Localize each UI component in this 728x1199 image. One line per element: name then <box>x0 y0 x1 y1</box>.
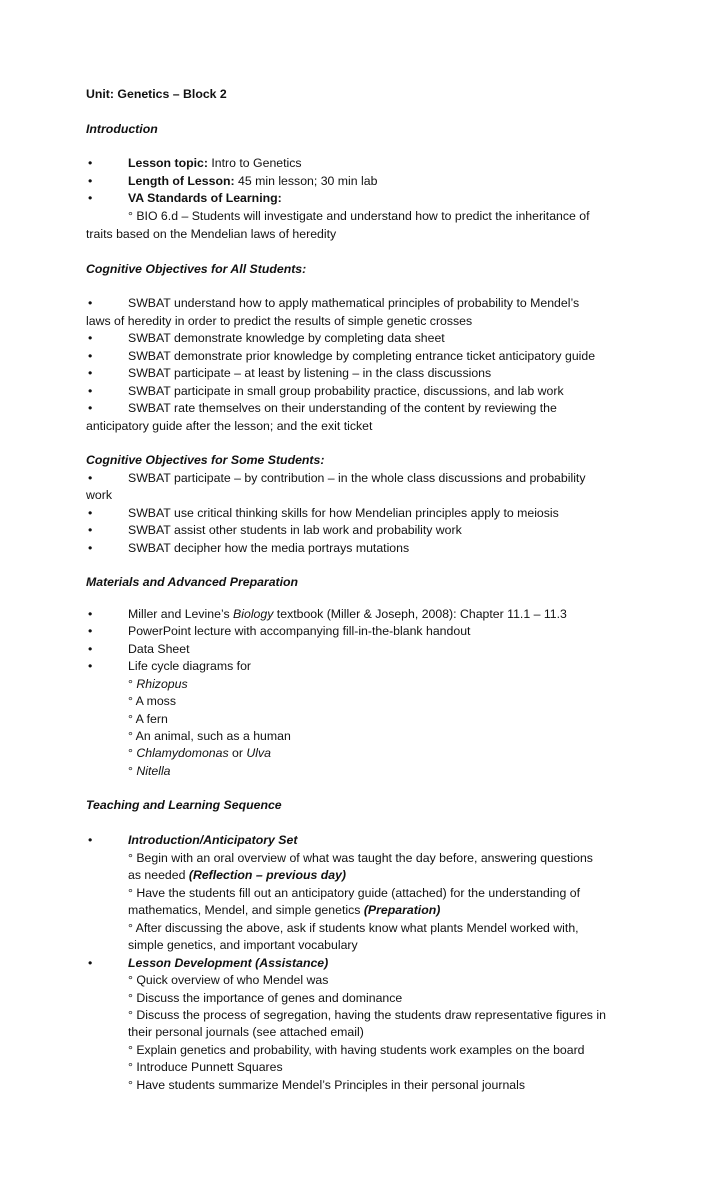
bullet: • <box>88 156 93 170</box>
bullet: • <box>88 541 93 555</box>
sol-text: ° BIO 6.d – Students will investigate and understand how to predict the inheritance of <box>128 209 590 223</box>
unit-title: Unit: Genetics – Block 2 <box>86 87 227 101</box>
sequence-step: ° Begin with an oral overview of what was taught the day before, answering questions <box>128 851 593 865</box>
sol-text-cont: traits based on the Mendelian laws of heredity <box>86 227 337 241</box>
sequence-step-cont: as needed (Reflection – previous day) <box>128 868 347 882</box>
sequence-step-cont: mathematics, Mendel, and simple genetics (Preparation) <box>128 903 441 917</box>
bullet: • <box>88 624 93 638</box>
sequence-step: ° Discuss the process of segregation, having the students draw representative figures in <box>128 1008 606 1022</box>
objective-item: SWBAT understand how to apply mathematical principles of probability to Mendel’s <box>128 296 580 310</box>
intro-set-title: Introduction/Anticipatory Set <box>128 833 298 847</box>
sol-label: VA Standards of Learning: <box>128 191 282 205</box>
sequence-step: ° Introduce Punnett Squares <box>128 1060 283 1074</box>
bullet: • <box>88 401 93 415</box>
bullet: • <box>88 331 93 345</box>
objective-item: SWBAT participate in small group probability practice, discussions, and lab work <box>128 384 564 398</box>
objective-item: SWBAT demonstrate prior knowledge by completing entrance ticket anticipatory guide <box>128 349 596 363</box>
sequence-step-cont: simple genetics, and important vocabulary <box>128 938 358 952</box>
diagram-item: ° A fern <box>128 712 168 726</box>
lesson-topic: Lesson topic: Intro to Genetics <box>128 156 302 170</box>
bullet: • <box>88 174 93 188</box>
bullet: • <box>88 506 93 520</box>
objective-item-cont: work <box>86 488 112 502</box>
bullet: • <box>88 642 93 656</box>
objective-item: SWBAT decipher how the media portrays mutations <box>128 541 410 555</box>
sequence-heading: Teaching and Learning Sequence <box>86 798 282 812</box>
bullet: • <box>88 956 93 970</box>
introduction-heading: Introduction <box>86 122 158 136</box>
bullet: • <box>88 384 93 398</box>
bullet: • <box>88 366 93 380</box>
bullet: • <box>88 296 93 310</box>
objective-item: SWBAT demonstrate knowledge by completing data sheet <box>128 331 445 345</box>
bullet: • <box>88 349 93 363</box>
diagram-item: ° A moss <box>128 694 176 708</box>
sequence-step: ° Have students summarize Mendel’s Principles in their personal journals <box>128 1078 526 1092</box>
material-item: Data Sheet <box>128 642 190 656</box>
all-students-heading: Cognitive Objectives for All Students: <box>86 262 307 276</box>
objective-item: SWBAT assist other students in lab work and probability work <box>128 523 462 537</box>
bullet: • <box>88 833 93 847</box>
sequence-step: ° Quick overview of who Mendel was <box>128 973 329 987</box>
objective-item: SWBAT use critical thinking skills for how Mendelian principles apply to meiosis <box>128 506 559 520</box>
material-item: PowerPoint lecture with accompanying fill-in-the-blank handout <box>128 624 471 638</box>
diagram-item: ° An animal, such as a human <box>128 729 291 743</box>
objective-item-cont: laws of heredity in order to predict the results of simple genetic crosses <box>86 314 473 328</box>
sequence-step: ° Discuss the importance of genes and dominance <box>128 991 403 1005</box>
some-students-heading: Cognitive Objectives for Some Students: <box>86 453 325 467</box>
bullet: • <box>88 471 93 485</box>
material-item: Life cycle diagrams for <box>128 659 252 673</box>
bullet: • <box>88 523 93 537</box>
diagram-item: ° Nitella <box>128 764 171 778</box>
bullet: • <box>88 191 93 205</box>
diagram-item: ° Chlamydomonas or Ulva <box>128 746 272 760</box>
diagram-item: ° Rhizopus <box>128 677 188 691</box>
materials-heading: Materials and Advanced Preparation <box>86 575 299 589</box>
sequence-step: ° After discussing the above, ask if students know what plants Mendel worked with, <box>128 921 579 935</box>
objective-item: SWBAT participate – at least by listening – in the class discussions <box>128 366 492 380</box>
objective-item-cont: anticipatory guide after the lesson; and the exit ticket <box>86 419 373 433</box>
objective-item: SWBAT rate themselves on their understanding of the content by reviewing the <box>128 401 557 415</box>
bullet: • <box>88 659 93 673</box>
lesson-development-title: Lesson Development (Assistance) <box>128 956 329 970</box>
material-item: Miller and Levine’s Biology textbook (Miller & Joseph, 2008): Chapter 11.1 – 11.3 <box>128 607 567 621</box>
bullet: • <box>88 607 93 621</box>
lesson-length: Length of Lesson: 45 min lesson; 30 min lab <box>128 174 378 188</box>
sequence-step: ° Have the students fill out an anticipatory guide (attached) for the understanding of <box>128 886 580 900</box>
sequence-step: ° Explain genetics and probability, with having students work examples on the board <box>128 1043 585 1057</box>
objective-item: SWBAT participate – by contribution – in the whole class discussions and probability <box>128 471 586 485</box>
sequence-step-cont: their personal journals (see attached email) <box>128 1025 364 1039</box>
